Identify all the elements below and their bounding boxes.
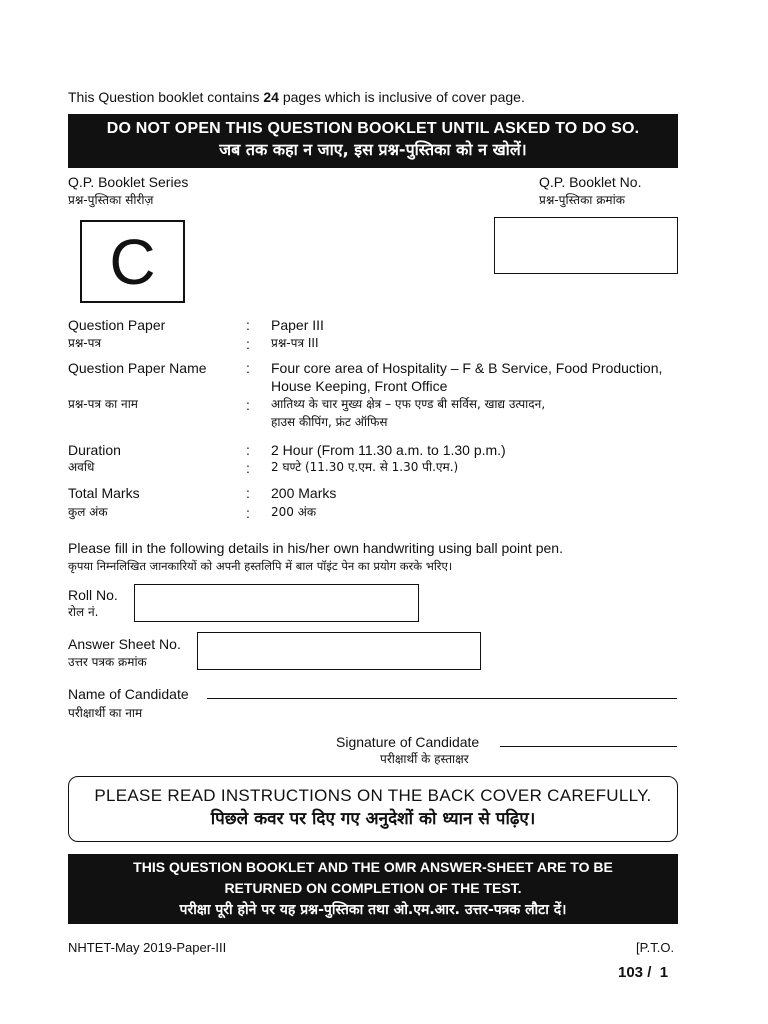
signature-label: Signature of Candidate bbox=[336, 734, 480, 750]
series-label-hi: प्रश्न-पुस्तिका सीरीज़ bbox=[68, 193, 154, 207]
read-instructions-hi: पिछले कवर पर दिए गए अनुदेशों को ध्यान से पढ़िए। bbox=[210, 809, 536, 829]
duration-value: 2 Hour (From 11.30 a.m. to 1.30 p.m.) bbox=[271, 442, 506, 458]
fill-instruction-hi: कृपया निम्नलिखित जानकारियों को अपनी हस्तलिपि में बाल पॉइंट पेन का प्रयोग करके भरिए। bbox=[68, 559, 453, 573]
signature-label-hi: परीक्षार्थी के हस्ताक्षर bbox=[380, 752, 469, 766]
colon: : bbox=[246, 397, 250, 413]
duration-value-hi: 2 घण्टे (11.30 ए.एम. से 1.30 पी.एम.) bbox=[271, 460, 459, 474]
banner-text-en: DO NOT OPEN THIS QUESTION BOOKLET UNTIL ASKED TO DO SO. bbox=[106, 120, 640, 137]
duration-label-hi: अवधि bbox=[68, 460, 95, 474]
colon: : bbox=[246, 442, 250, 458]
marks-label: Total Marks bbox=[68, 485, 140, 501]
roll-no-label-hi: रोल नं. bbox=[68, 605, 99, 619]
paper-value-hi: प्रश्न-पत्र III bbox=[271, 336, 319, 350]
fill-instruction: Please fill in the following details in his/her own handwriting using ball point pen. bbox=[68, 540, 563, 556]
paper-name-value-hi-2: हाउस कीपिंग, फ्रंट ऑफिस bbox=[271, 415, 388, 429]
booklet-no-label-hi: प्रश्न-पुस्तिका क्रमांक bbox=[539, 193, 625, 207]
candidate-name-line[interactable] bbox=[207, 684, 677, 699]
marks-value: 200 Marks bbox=[271, 485, 337, 501]
marks-value-hi: 200 अंक bbox=[271, 505, 317, 519]
series-label: Q.P. Booklet Series bbox=[68, 174, 189, 190]
paper-label: Question Paper bbox=[68, 317, 166, 333]
paper-name-value-hi-1: आतिथ्य के चार मुख्य क्षेत्र – एफ एण्ड बी सर्विस, खाद्य उत्पादन, bbox=[271, 397, 546, 411]
colon: : bbox=[246, 317, 250, 333]
paper-name-value-1: Four core area of Hospitality – F & B Service, Food Production, bbox=[271, 360, 663, 376]
marks-label-hi: कुल अंक bbox=[68, 505, 108, 519]
roll-no-label: Roll No. bbox=[68, 587, 118, 603]
roll-no-field[interactable] bbox=[134, 584, 419, 622]
booklet-no-label: Q.P. Booklet No. bbox=[539, 174, 642, 190]
paper-name-value-2: House Keeping, Front Office bbox=[271, 378, 448, 394]
return-banner-line-1: THIS QUESTION BOOKLET AND THE OMR ANSWER-SHEET ARE TO BE bbox=[133, 859, 613, 875]
paper-value: Paper III bbox=[271, 317, 324, 333]
page-number: 103 / 1 bbox=[618, 964, 669, 981]
return-banner-line-2: RETURNED ON COMPLETION OF THE TEST. bbox=[224, 880, 522, 896]
paper-name-label-hi: प्रश्न-पत्र का नाम bbox=[68, 397, 138, 411]
paper-label-hi: प्रश्न-पत्र bbox=[68, 336, 102, 350]
read-instructions-en: PLEASE READ INSTRUCTIONS ON THE BACK COVER CAREFULLY. bbox=[94, 786, 652, 805]
candidate-name-label-hi: परीक्षार्थी का नाम bbox=[68, 706, 143, 720]
duration-label: Duration bbox=[68, 442, 121, 458]
colon: : bbox=[246, 360, 250, 376]
signature-line[interactable] bbox=[500, 732, 677, 747]
answer-sheet-field[interactable] bbox=[197, 632, 481, 670]
colon: : bbox=[246, 336, 250, 352]
colon: : bbox=[246, 505, 250, 521]
exam-code: NHTET-May 2019-Paper-III bbox=[68, 940, 227, 955]
banner-text-hi: जब तक कहा न जाए, इस प्रश्न-पुस्तिका को न खोलें। bbox=[219, 140, 527, 159]
return-banner-hi: परीक्षा पूरी होने पर यह प्रश्न-पुस्तिका तथा ओ.एम.आर. उत्तर-पत्रक लौटा दें। bbox=[179, 902, 567, 918]
pto-label: [P.T.O. bbox=[636, 940, 675, 955]
candidate-name-label: Name of Candidate bbox=[68, 686, 189, 702]
series-value: C bbox=[109, 225, 156, 298]
booklet-no-box bbox=[494, 217, 678, 274]
do-not-open-banner bbox=[68, 114, 678, 168]
read-instructions-box bbox=[68, 776, 678, 842]
colon: : bbox=[246, 485, 250, 501]
return-booklet-banner bbox=[68, 854, 678, 924]
page-count: 24 bbox=[263, 89, 279, 105]
colon: : bbox=[246, 460, 250, 476]
paper-name-label: Question Paper Name bbox=[68, 360, 207, 376]
answer-sheet-label-hi: उत्तर पत्रक क्रमांक bbox=[68, 655, 147, 669]
booklet-page-count-note: This Question booklet contains 24 pages which is inclusive of cover page. bbox=[68, 89, 525, 105]
answer-sheet-label: Answer Sheet No. bbox=[68, 636, 181, 652]
series-box bbox=[80, 220, 185, 303]
